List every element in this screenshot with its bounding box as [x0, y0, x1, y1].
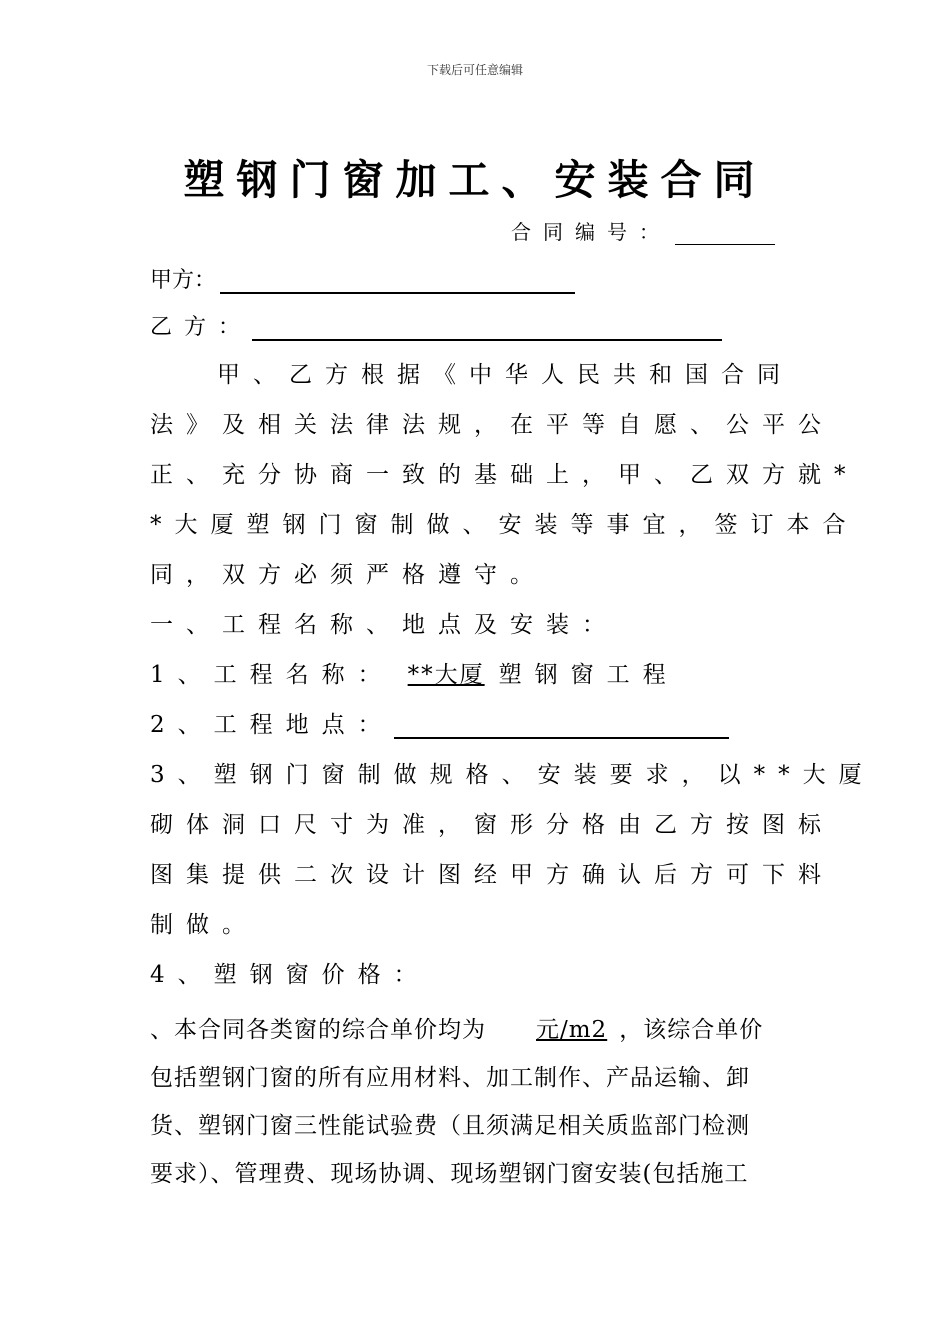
- price-line: 货、塑钢门窗三性能试验费（且须满足相关质监部门检测: [150, 1113, 750, 1139]
- party-b-blank: [252, 317, 722, 341]
- intro-line: 甲、乙方根据《中华人民共和国合同: [217, 362, 793, 388]
- price-prefix: 、本合同各类窗的综合单价均为: [150, 1017, 486, 1043]
- party-b-label: 乙方：: [150, 315, 253, 340]
- header-note: 下载后可任意编辑: [426, 63, 523, 77]
- item3-line: 3、塑钢门窗制做规格、安装要求，以**大厦: [150, 762, 875, 788]
- party-a-label: 甲方：: [150, 268, 217, 293]
- intro-line: 正、充分协商一致的基础上，甲、乙双方就*: [150, 462, 859, 488]
- price-line: 要求）、管理费、现场协调、现场塑钢门窗安装(包括施工: [150, 1161, 749, 1187]
- item4-title: 4、塑钢窗价格：: [150, 962, 430, 988]
- intro-line: 法》及相关法律法规，在平等自愿、公平公: [150, 412, 834, 438]
- item1-value: **大厦: [407, 662, 485, 688]
- item2-label: 2、工程地点：: [150, 712, 394, 738]
- item3-line: 图集提供二次设计图经甲方确认后方可下料: [150, 862, 834, 888]
- price-line: 包括塑钢门窗的所有应用材料、加工制作、产品运输、卸: [150, 1065, 750, 1091]
- party-b-line: [150, 310, 722, 341]
- item1-suffix: 塑钢窗工程: [498, 662, 679, 688]
- item1-label: 1、工程名称：: [150, 662, 394, 688]
- intro-line: 同，双方必须严格遵守。: [150, 562, 546, 588]
- contract-number: [511, 216, 775, 245]
- price-suffix: ，该综合单价: [619, 1017, 764, 1043]
- item2-line: [150, 706, 729, 739]
- item3-line: 制做。: [150, 912, 258, 938]
- intro-line: *大厦塑钢门窗制做、安装等事宜，签订本合: [150, 512, 859, 538]
- contract-number-label: 合同编号：: [511, 220, 671, 244]
- item3-line: 砌体洞口尺寸为准，窗形分格由乙方按图标: [150, 812, 834, 838]
- item1-line: [150, 656, 679, 689]
- price-line: [150, 1011, 763, 1044]
- price-value: 元/m2: [536, 1017, 608, 1043]
- section1-title: 一、工程名称、地点及安装：: [150, 612, 618, 638]
- party-a-line: [150, 263, 575, 294]
- item2-blank: [394, 715, 729, 739]
- contract-number-blank: [675, 224, 775, 245]
- document-title: 塑钢门窗加工、安装合同: [183, 156, 767, 204]
- party-a-blank: [220, 270, 575, 294]
